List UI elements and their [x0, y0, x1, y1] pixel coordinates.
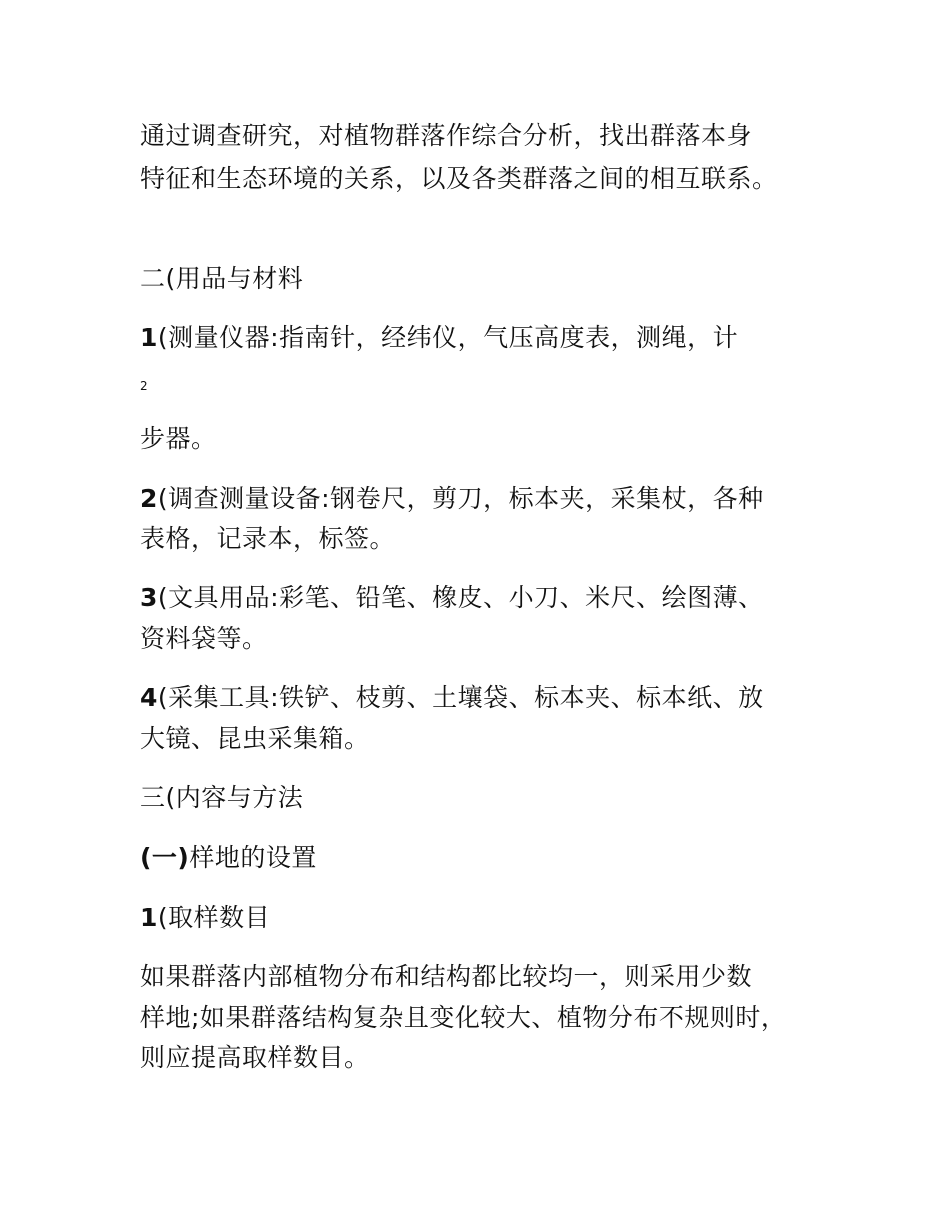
- section-2-item-1-line-1: [140, 322, 738, 354]
- subsection-1-item-1-heading: [140, 902, 270, 934]
- item-text: (采集工具:铁铲、枝剪、土壤袋、标本夹、标本纸、放: [157, 683, 764, 712]
- paragraph-line-1: 如果群落内部植物分布和结构都比较均一，则采用少数: [140, 962, 753, 991]
- subsection-marker: (一): [140, 843, 190, 872]
- section-2-item-2-line-1: [140, 483, 764, 515]
- intro-line-1: 通过调查研究，对植物群落作综合分析，找出群落本身: [140, 121, 753, 150]
- item-number: 3: [140, 583, 158, 612]
- section-2-item-2-line-2: 表格，记录本，标签。: [140, 524, 396, 553]
- item-number: 4: [140, 683, 158, 712]
- section-3-heading: 三(内容与方法: [140, 783, 304, 812]
- section-2-item-4-line-2: 大镜、昆虫采集箱。: [140, 724, 370, 753]
- paragraph-line-3: 则应提高取样数目。: [140, 1043, 370, 1072]
- section-2-item-4-line-1: [140, 682, 764, 714]
- section-2-item-1-line-2: 步器。: [140, 424, 217, 453]
- item-number: 1: [140, 323, 158, 352]
- item-number: 1: [140, 903, 158, 932]
- item-text: (测量仪器:指南针，经纬仪，气压高度表，测绳，计: [157, 323, 739, 352]
- subsection-1-heading: [140, 842, 317, 874]
- item-title: (取样数目: [157, 903, 271, 932]
- section-2-heading: 二(用品与材料: [140, 264, 304, 293]
- item-number: 2: [140, 484, 158, 513]
- paragraph-line-2: 样地;如果群落结构复杂且变化较大、植物分布不规则时，: [140, 1003, 787, 1032]
- superscript-mark: 2: [140, 379, 148, 393]
- intro-line-2: 特征和生态环境的关系，以及各类群落之间的相互联系。: [140, 164, 778, 193]
- item-text: (文具用品:彩笔、铅笔、橡皮、小刀、米尺、绘图薄、: [157, 583, 764, 612]
- section-2-item-3-line-2: 资料袋等。: [140, 624, 268, 653]
- subsection-title: 样地的设置: [189, 843, 317, 872]
- item-text: (调查测量设备:钢卷尺，剪刀，标本夹，采集杖，各种: [157, 484, 764, 513]
- section-2-item-3-line-1: [140, 582, 764, 614]
